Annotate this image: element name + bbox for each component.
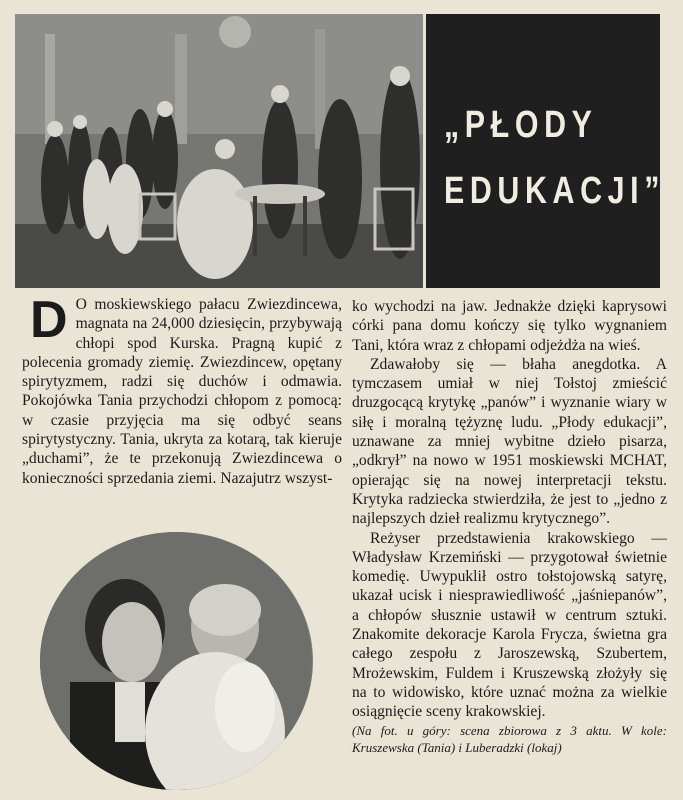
left-column-text: O moskiewskiego pałacu Zwiezdincewa, magnata na 24,000 dziesięcin, przybywają chłopi spod Kurska. Pragną kupić z polecenia gromady ziemię. Zwiezdincew, opętany spirytyzmem, radzi się duchów i odmawia. Pokojówka Tania przychodzi chłopom z pomocą: w czasie przyjęcia ma się odbyć seans spirytystyczny. Tania, ukryta za kotarą, tak kieruje „duchami”, że te przekonują Zwiezdincewa o konieczności sprzedania ziemi. Nazajutrz wszyst-	[22, 296, 342, 487]
right-paragraph-1: ko wychodzi na jaw. Jednakże dzięki kaprysowi córki pana domu kończy się tylko wygnaniem Tani, która wraz z chłopami odjeżdża na wieś.	[352, 298, 667, 354]
right-paragraph-2: Zdawałoby się — błaha anegdotka. A tymczasem umiał w niej Tołstoj zmieścić druzgocącą krytykę „panów” i wyznanie wiary w siłę i moralną tężyznę ludu. „Płody edukacji”, uznawane za mniej wybitne dzieło pisarza, „odkrył” na nowo w 1951 moskiewski MCHAT, opierając się na nowej interpretacji tekstu. Krytyka radziecka stwierdziła, że jest to „jedno z najlepszych dzieł realizmu krytycznego”.	[352, 355, 667, 528]
stage-scene-illustration	[15, 14, 423, 288]
portrait-illustration	[40, 532, 313, 790]
drop-cap: D	[30, 291, 68, 349]
round-portrait-photo	[40, 532, 313, 790]
stage-scene-photo	[15, 14, 423, 288]
right-paragraph-3: Reżyser przedstawienia krakowskiego — Władysław Krzemiński — przygotował świetnie komedię. Uwypuklił ostro tołstojowską satyrę, ukazał ucisk i niesprawiedliwość „jaśniepanów”, a chłopów słusznie ustawił w centrum sztuki. Znakomite dekoracje Karola Frycza, świetna gra całego zespołu z Jaroszewską, Szubertem, Mrożewskim, Fuldem i Kruszewską złożyły się na to widowisko, które uznać można za wielkie osiągnięcie sceny krakowskiej.	[352, 529, 667, 721]
right-column	[352, 297, 667, 756]
photo-caption: (Na fot. u góry: scena zbiorowa z 3 aktu. W kole: Kruszewska (Tania) i Luberadzki (lokaj)	[352, 722, 667, 755]
title-panel	[426, 14, 665, 288]
article-title: „PŁODY EDUKACJI”	[444, 104, 665, 212]
left-column	[22, 291, 342, 488]
